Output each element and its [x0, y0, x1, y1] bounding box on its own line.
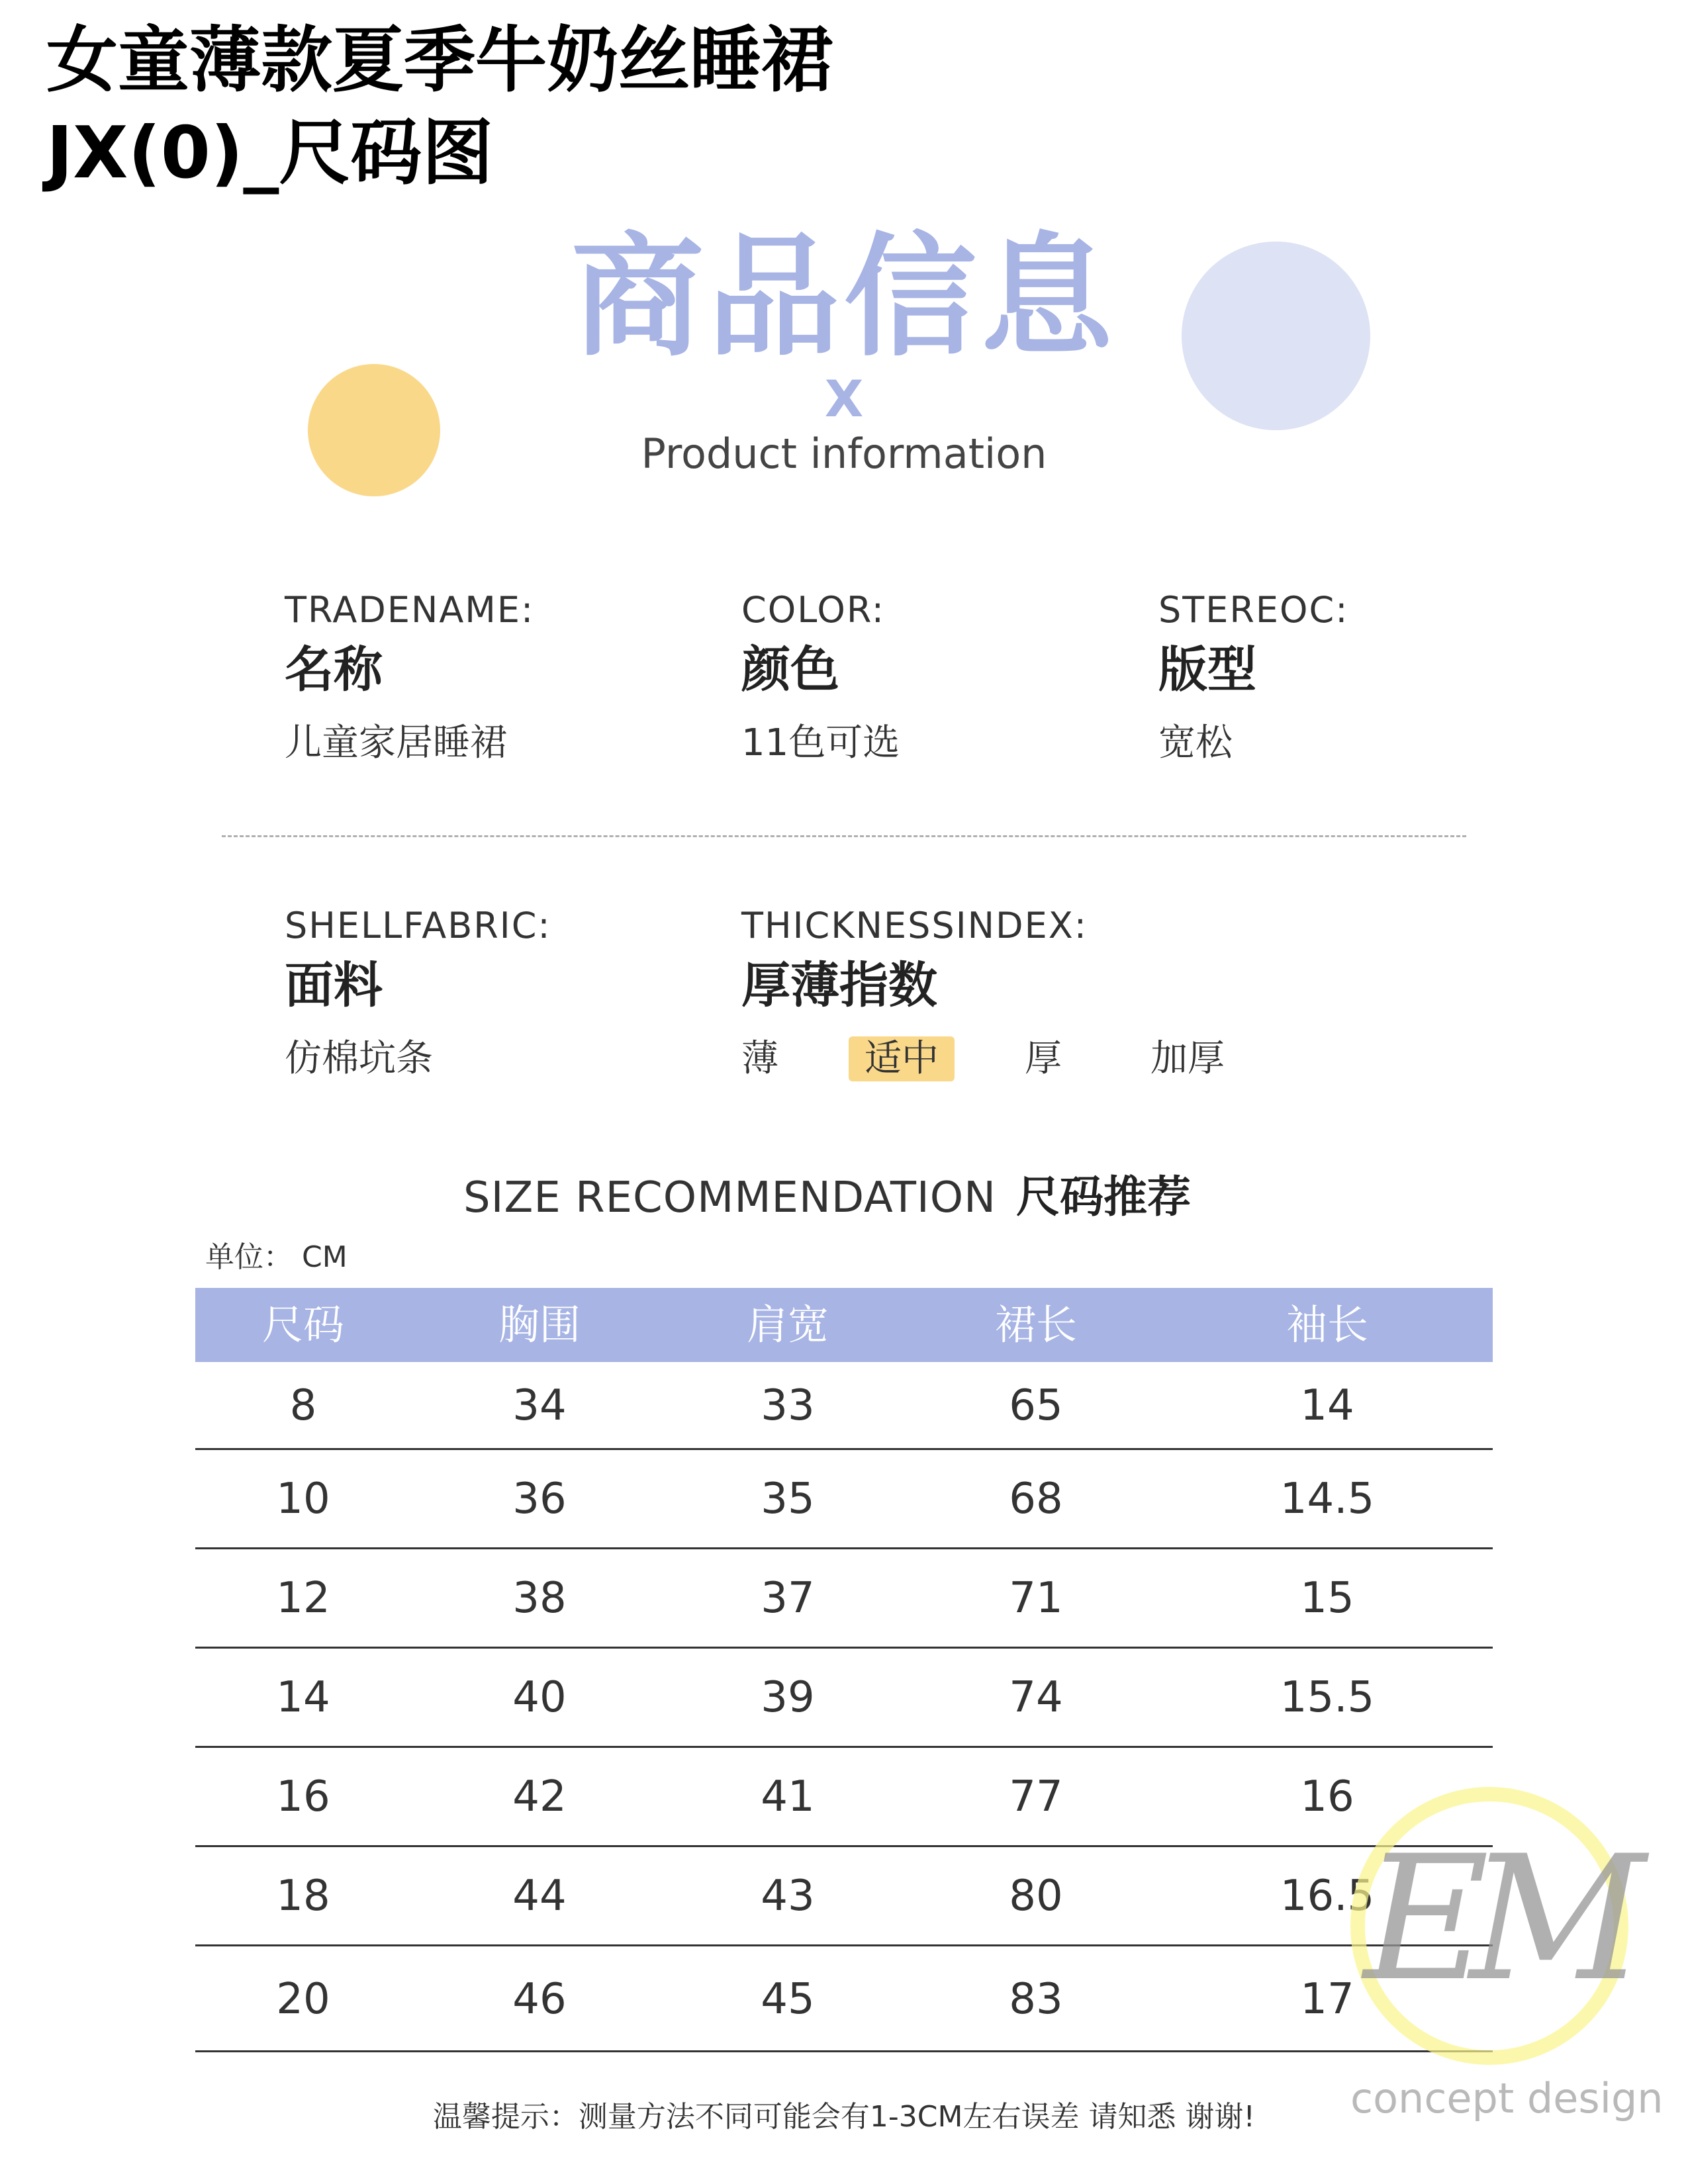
shellfabric-value: 仿棉坑条 — [285, 1037, 433, 1080]
dashed-divider — [222, 835, 1466, 837]
color-label-en: COLOR: — [741, 589, 885, 631]
cell-chest: 40 — [512, 1673, 567, 1722]
cell-shoulder: 39 — [761, 1673, 815, 1722]
watermark-logo: EM — [1364, 1819, 1626, 2019]
color-value: 11色可选 — [741, 721, 900, 764]
color-label-cn: 颜色 — [741, 641, 839, 698]
cell-chest: 42 — [512, 1772, 567, 1821]
cell-dress-length: 77 — [1009, 1772, 1063, 1821]
cell-shoulder: 45 — [761, 1975, 815, 2024]
table-row — [195, 1748, 1493, 1847]
cell-dress-length: 65 — [1009, 1381, 1063, 1430]
table-row — [195, 1450, 1493, 1549]
product-info-heading: 商品信息 — [571, 220, 1117, 375]
size-table-header — [195, 1288, 1493, 1362]
cell-chest: 34 — [512, 1381, 567, 1430]
thickness-option-thick: 厚 — [1025, 1037, 1062, 1080]
shellfabric-label-en: SHELLFABRIC: — [285, 905, 551, 946]
thickness-label-en: THICKNESSINDEX: — [741, 905, 1088, 946]
stereoc-value: 宽松 — [1158, 721, 1233, 764]
thickness-option-thin: 薄 — [741, 1037, 778, 1080]
header-sleeve-length: 袖长 — [1286, 1300, 1369, 1349]
table-row — [195, 1549, 1493, 1649]
cell-sleeve-length: 17 — [1300, 1975, 1354, 2024]
cell-shoulder: 43 — [761, 1872, 815, 1921]
cell-shoulder: 35 — [761, 1475, 815, 1524]
unit-label: 单位： CM — [205, 1240, 348, 1274]
product-info-heading-en: Product information — [641, 430, 1047, 478]
cell-size: 20 — [276, 1975, 330, 2024]
cell-size: 12 — [276, 1574, 330, 1623]
cell-sleeve-length: 16.5 — [1280, 1872, 1375, 1921]
cell-sleeve-length: 14 — [1300, 1381, 1354, 1430]
table-row — [195, 1946, 1493, 2052]
tradename-label-cn: 名称 — [285, 641, 383, 698]
tradename-value: 儿童家居睡裙 — [285, 721, 507, 764]
cell-shoulder: 37 — [761, 1574, 815, 1623]
table-row — [195, 1649, 1493, 1748]
cell-dress-length: 71 — [1009, 1574, 1063, 1623]
cell-chest: 44 — [512, 1872, 567, 1921]
size-recommendation-title-en: SIZE RECOMMENDATION — [463, 1173, 997, 1222]
page-subtitle: JX(0)_尺码图 — [46, 112, 494, 195]
cell-dress-length: 80 — [1009, 1872, 1063, 1921]
cell-shoulder: 33 — [761, 1381, 815, 1430]
thickness-label-cn: 厚薄指数 — [741, 957, 937, 1014]
cell-dress-length: 74 — [1009, 1673, 1063, 1722]
cell-shoulder: 41 — [761, 1772, 815, 1821]
thickness-option-medium-selected: 适中 — [849, 1036, 955, 1081]
header-size: 尺码 — [261, 1300, 345, 1349]
header-shoulder: 肩宽 — [746, 1300, 829, 1349]
footnote: 温馨提示：测量方法不同可能会有1-3CM左右误差 请知悉 谢谢! — [432, 2100, 1256, 2134]
cell-size: 14 — [276, 1673, 330, 1722]
header-chest: 胸围 — [498, 1300, 581, 1349]
size-recommendation-title-cn: 尺码推荐 — [1016, 1171, 1191, 1222]
heading-x-mark: X — [824, 369, 864, 428]
cell-dress-length: 83 — [1009, 1975, 1063, 2024]
table-row — [195, 1847, 1493, 1946]
cell-size: 18 — [276, 1872, 330, 1921]
shellfabric-label-cn: 面料 — [285, 957, 383, 1014]
cell-sleeve-length: 15 — [1300, 1574, 1354, 1623]
cell-chest: 36 — [512, 1475, 567, 1524]
watermark-text: concept design — [1350, 2074, 1664, 2122]
stereoc-label-en: STEREOC: — [1158, 589, 1349, 631]
header-dress-length: 裙长 — [994, 1300, 1078, 1349]
stereoc-label-cn: 版型 — [1158, 641, 1256, 698]
tradename-label-en: TRADENAME: — [285, 589, 535, 631]
cell-sleeve-length: 15.5 — [1280, 1673, 1375, 1722]
cell-size: 16 — [276, 1772, 330, 1821]
cell-dress-length: 68 — [1009, 1475, 1063, 1524]
cell-size: 8 — [289, 1381, 317, 1430]
cell-sleeve-length: 14.5 — [1280, 1475, 1375, 1524]
page-title: 女童薄款夏季牛奶丝睡裙 — [46, 19, 833, 102]
cell-chest: 46 — [512, 1975, 567, 2024]
thickness-option-extra-thick: 加厚 — [1150, 1037, 1225, 1080]
cell-chest: 38 — [512, 1574, 567, 1623]
cell-size: 10 — [276, 1475, 330, 1524]
table-row — [195, 1362, 1493, 1450]
cell-sleeve-length: 16 — [1300, 1772, 1354, 1821]
